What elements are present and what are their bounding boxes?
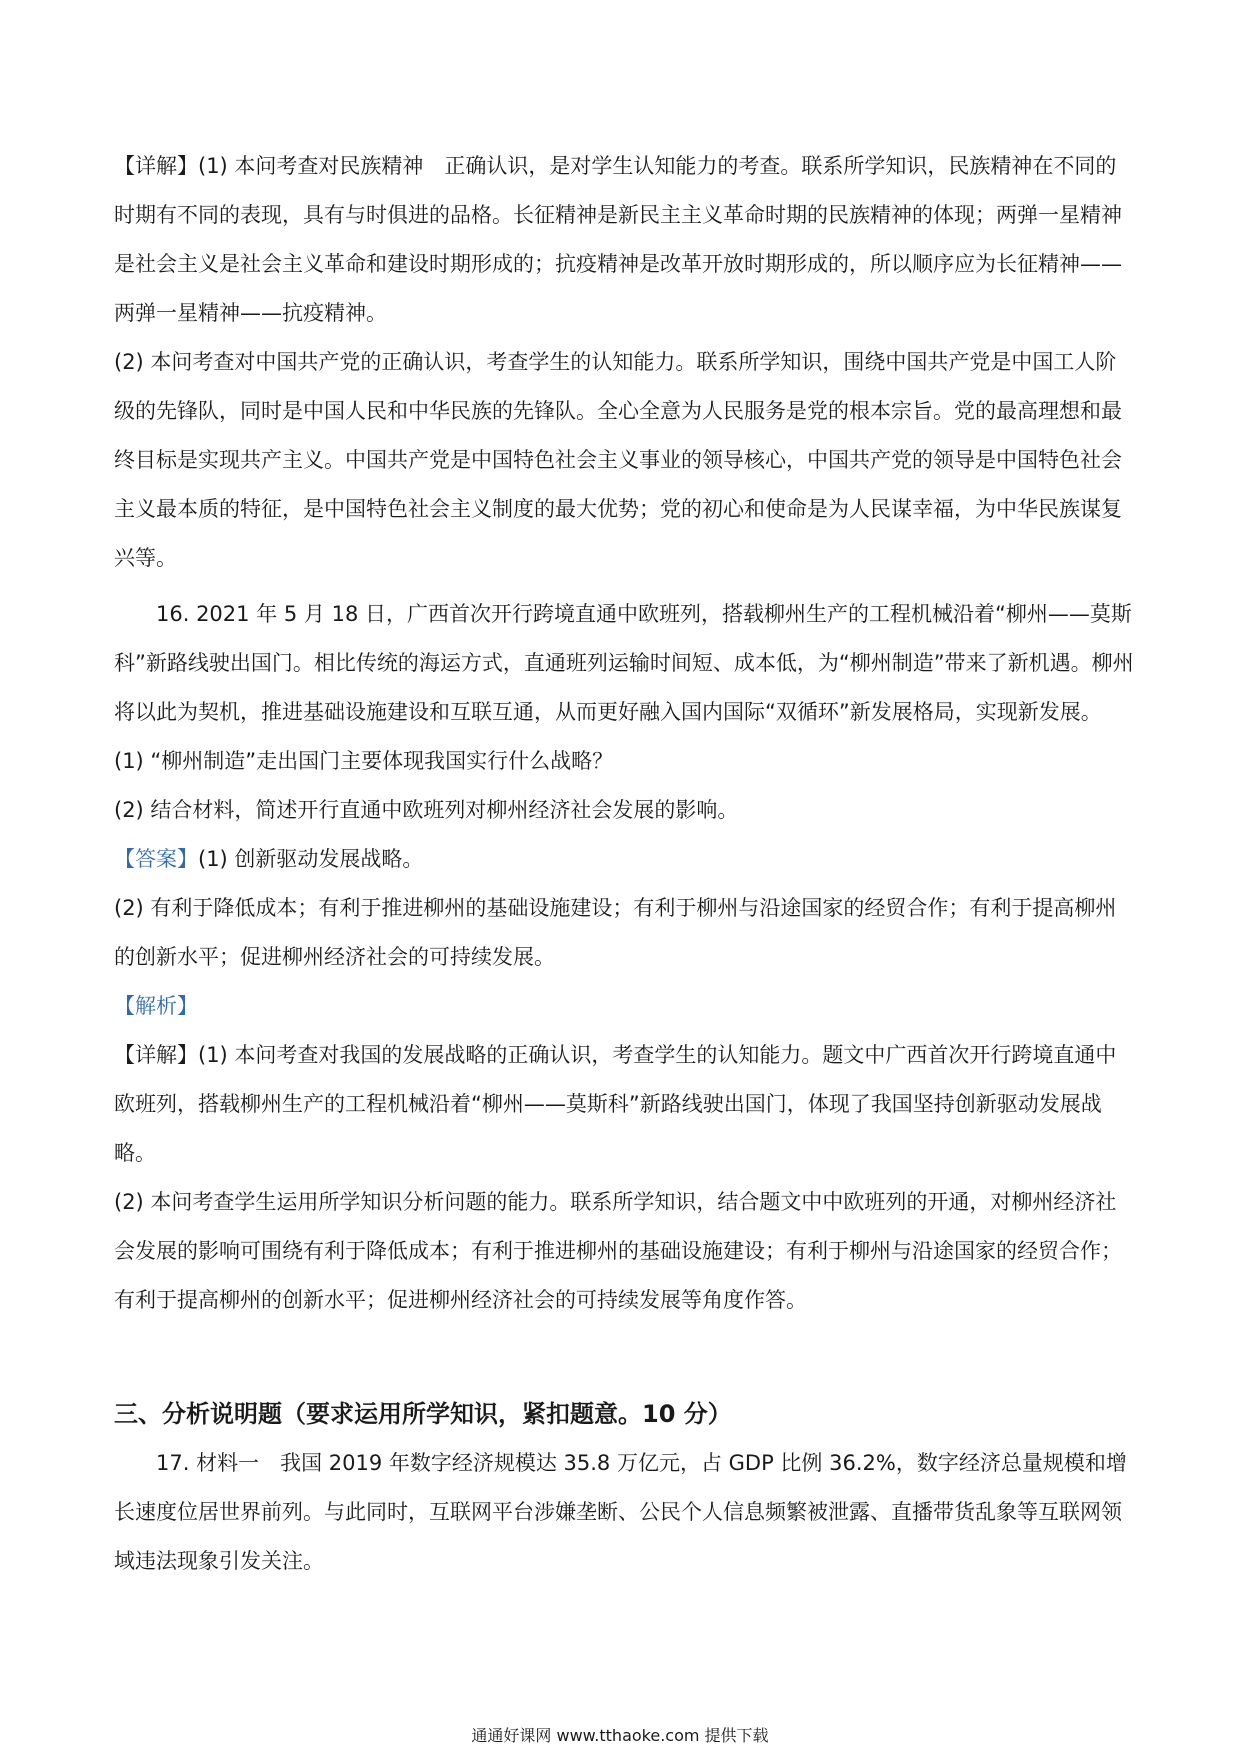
section-3-heading: 三、分析说明题（要求运用所学知识，紧扣题意。10 分） bbox=[114, 1400, 732, 1428]
q16-sub-question-1: (1) “柳州制造”走出国门主要体现我国实行什么战略？ bbox=[114, 749, 614, 773]
q16-answer-1 bbox=[114, 835, 1134, 884]
q15-detail-paragraph-1: 【详解】(1) 本问考查对民族精神 正确认识，是对学生认知能力的考查。联系所学知识，民族精神在不同的时期有不同的表现，具有与时俱进的品格。长征精神是新民主主义革命时期的民族精神的体现；两弹一星精神是社会主义是社会主义革命和建设时期形成的；抗疫精神是改革开放时期形成的，所以顺序应为长征精神——两弹一星精神——抗疫精神。 bbox=[114, 154, 1122, 325]
q16-detail-1: 【详解】(1) 本问考查对我国的发展战略的正确认识，考查学生的认知能力。题文中广西首次开行跨境直通中欧班列，搭载柳州生产的工程机械沿着“柳州——莫斯科”新路线驶出国门，体现了我国坚持创新驱动发展战略。 bbox=[114, 1043, 1117, 1165]
q16-answer-2: (2) 有利于降低成本；有利于推进柳州的基础设施建设；有利于柳州与沿途国家的经贸合作；有利于提高柳州的创新水平；促进柳州经济社会的可持续发展。 bbox=[114, 896, 1117, 969]
analysis-tag: 【解析】 bbox=[114, 994, 198, 1018]
question-17 bbox=[114, 1439, 1134, 1586]
q16-detail-2: (2) 本问考查学生运用所学知识分析问题的能力。联系所学知识，结合题文中中欧班列的开通，对柳州经济社会发展的影响可围绕有利于降低成本；有利于推进柳州的基础设施建设；有利于柳州与沿途国家的经贸合作；有利于提高柳州的创新水平；促进柳州经济社会的可持续发展等角度作答。 bbox=[114, 1190, 1122, 1312]
q15-detail bbox=[114, 142, 1134, 583]
q15-detail-paragraph-2: (2) 本问考查对中国共产党的正确认识，考查学生的认知能力。联系所学知识，围绕中国共产党是中国工人阶级的先锋队，同时是中国人民和中华民族的先锋队。全心全意为人民服务是党的根本宗旨。党的最高理想和最终目标是实现共产主义。中国共产党是中国特色社会主义事业的领导核心，中国共产党的领导是中国特色社会主义最本质的特征，是中国特色社会主义制度的最大优势；党的初心和使命是为人民谋幸福，为中华民族谋复兴等。 bbox=[114, 350, 1122, 570]
q16-answer-1-text: (1) 创新驱动发展战略。 bbox=[198, 847, 424, 871]
q17-stem: 17. 材料一 我国 2019 年数字经济规模达 35.8 万亿元，占 GDP 比例 36.2%，数字经济总量规模和增长速度位居世界前列。与此同时，互联网平台涉嫌垄断、公民个人信息频繁被泄露、直播带货乱象等互联网领域违法现象引发关注。 bbox=[114, 1451, 1127, 1573]
q16-sub-question-2: (2) 结合材料，简述开行直通中欧班列对柳州经济社会发展的影响。 bbox=[114, 798, 739, 822]
q16-stem: 16. 2021 年 5 月 18 日，广西首次开行跨境直通中欧班列，搭载柳州生产的工程机械沿着“柳州——莫斯科”新路线驶出国门。相比传统的海运方式，直通班列运输时间短、成本低，为“柳州制造”带来了新机遇。柳州将以此为契机，推进基础设施建设和互联互通，从而更好融入国内国际“双循环”新发展格局，实现新发展。 bbox=[114, 602, 1134, 724]
page-footer: 通通好课网 www.tthaoke.com 提供下载 bbox=[471, 1726, 769, 1745]
question-16 bbox=[114, 590, 1134, 1325]
answer-tag: 【答案】 bbox=[114, 847, 198, 871]
